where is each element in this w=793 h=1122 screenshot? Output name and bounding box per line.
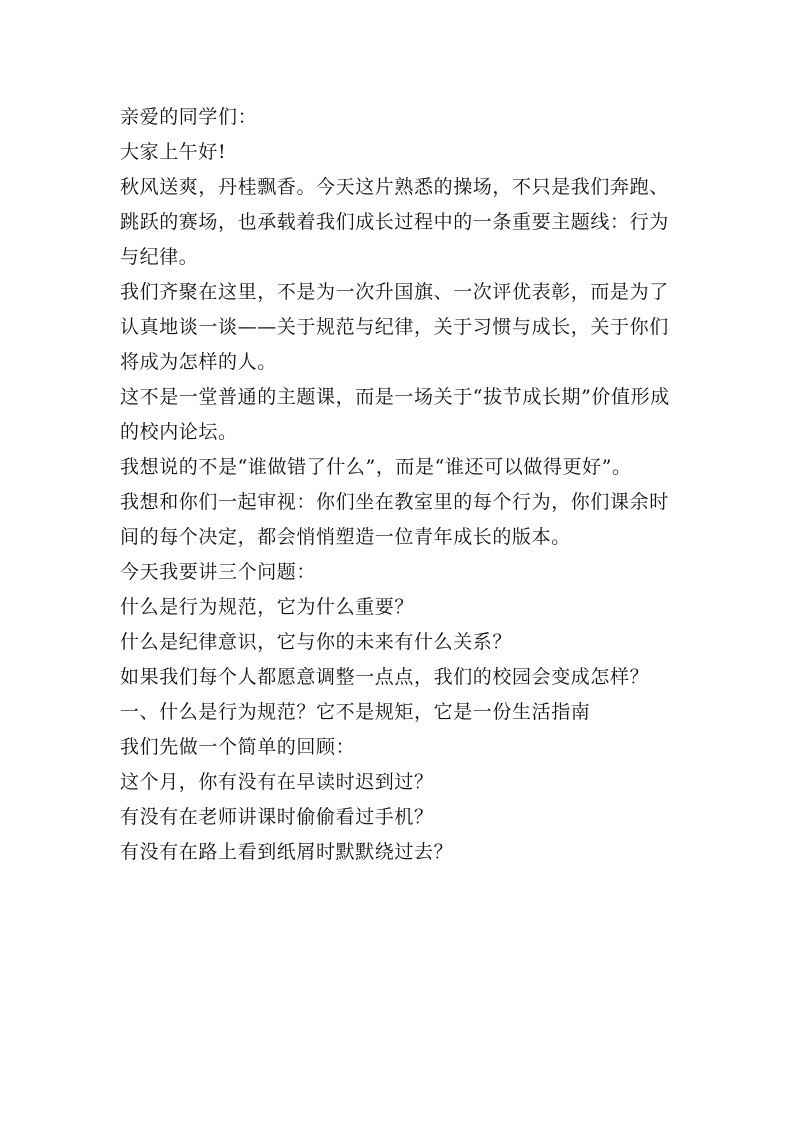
question-item: 这个月，你有没有在早读时迟到过？ xyxy=(120,771,434,793)
paragraph: 我想和你们一起审视：你们坐在教室里的每个行为，你们课余时间的每个决定，都会悄悄塑造一位青年成长的版本。 xyxy=(120,491,669,548)
paragraph: 我们齐聚在这里，不是为一次升国旗、一次评优表彰，而是为了认真地谈一谈——关于规范与纪律，关于习惯与成长，关于你们将成为怎样的人。 xyxy=(120,281,669,373)
speech-body xyxy=(120,100,680,870)
paragraph: 秋风送爽，丹桂飘香。今天这片熟悉的操场，不只是我们奔跑、跳跃的赛场，也承载着我们成长过程中的一条重要主题线：行为与纪律。 xyxy=(120,176,669,268)
paragraph: 我想说的不是“谁做错了什么”，而是“谁还可以做得更好”。 xyxy=(120,456,632,478)
question-item: 什么是行为规范，它为什么重要？ xyxy=(120,596,415,618)
question-item: 有没有在路上看到纸屑时默默绕过去？ xyxy=(120,841,454,863)
greeting: 大家上午好! xyxy=(120,141,227,163)
question-item: 如果我们每个人都愿意调整一点点，我们的校园会变成怎样？ xyxy=(120,666,650,688)
paragraph: 今天我要讲三个问题： xyxy=(120,561,317,583)
question-item: 有没有在老师讲课时偷偷看过手机？ xyxy=(120,806,434,828)
paragraph: 这不是一堂普通的主题课，而是一场关于“拔节成长期”价值形成的校内论坛。 xyxy=(120,386,670,443)
section-heading: 一、什么是行为规范？它不是规矩，它是一份生活指南 xyxy=(120,701,591,723)
paragraph: 我们先做一个简单的回顾： xyxy=(120,736,356,758)
question-item: 什么是纪律意识，它与你的未来有什么关系？ xyxy=(120,631,513,653)
salutation: 亲爱的同学们： xyxy=(120,106,258,128)
